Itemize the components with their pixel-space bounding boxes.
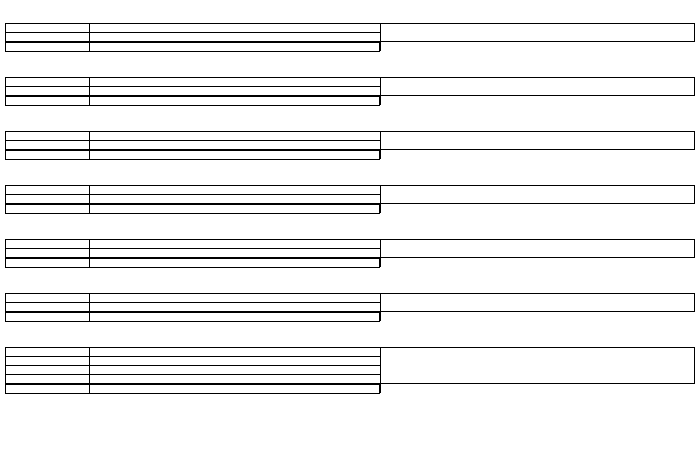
header-row xyxy=(5,284,695,293)
hist-year-header xyxy=(199,284,261,293)
row-divider xyxy=(5,194,380,195)
hist-year-header xyxy=(199,176,261,185)
column-divider xyxy=(89,77,90,105)
forecast-year-header xyxy=(437,230,487,239)
hist-year-header xyxy=(145,338,197,347)
forecast-year-header xyxy=(655,68,695,77)
median-block-border xyxy=(5,312,380,322)
column-divider xyxy=(380,293,381,321)
header-row xyxy=(5,338,695,347)
forecast-year-header xyxy=(488,68,546,77)
section-4 xyxy=(5,220,695,274)
hist-year-header xyxy=(199,122,261,131)
hist-year-header xyxy=(199,230,261,239)
forecast-year-header xyxy=(382,230,434,239)
hist-year-header xyxy=(322,68,380,77)
row-divider xyxy=(5,374,380,375)
column-divider xyxy=(89,293,90,321)
forecast-year-header xyxy=(606,122,652,131)
forecast-year-header xyxy=(437,122,487,131)
column-divider xyxy=(380,77,381,105)
forecast-year-header xyxy=(550,68,602,77)
forecast-year-header xyxy=(488,230,546,239)
forecast-year-header xyxy=(655,176,695,185)
forecast-year-header xyxy=(550,14,602,23)
column-divider xyxy=(89,23,90,51)
column-divider xyxy=(89,185,90,213)
hist-year-header xyxy=(145,122,197,131)
hist-year-header xyxy=(89,230,141,239)
forecast-year-header xyxy=(382,14,434,23)
forecast-year-header xyxy=(488,176,546,185)
forecast-year-header xyxy=(606,14,652,23)
forecast-year-header xyxy=(488,122,546,131)
forecast-year-header xyxy=(382,284,434,293)
hist-year-header xyxy=(322,122,380,131)
hist-year-header xyxy=(145,176,197,185)
forecast-year-header xyxy=(437,176,487,185)
header-row xyxy=(5,176,695,185)
hist-year-header xyxy=(145,14,197,23)
hist-year-header xyxy=(263,230,319,239)
forecast-year-header xyxy=(550,338,602,347)
forecast-year-header xyxy=(655,284,695,293)
column-divider xyxy=(380,239,381,267)
header-row xyxy=(5,14,695,23)
forecast-year-header xyxy=(382,176,434,185)
hist-year-header xyxy=(263,68,319,77)
column-divider xyxy=(380,185,381,213)
forecast-year-header xyxy=(488,14,546,23)
hist-year-header xyxy=(199,68,261,77)
hist-year-header xyxy=(145,230,197,239)
header-row xyxy=(5,68,695,77)
section-0 xyxy=(5,4,695,58)
section-2 xyxy=(5,112,695,166)
hist-year-header xyxy=(322,338,380,347)
forecast-year-header xyxy=(437,14,487,23)
forecast-year-header xyxy=(382,122,434,131)
forecast-year-header xyxy=(655,230,695,239)
hist-year-header xyxy=(263,14,319,23)
row-divider xyxy=(5,86,380,87)
row-divider xyxy=(5,140,380,141)
hist-year-header xyxy=(89,122,141,131)
median-block-border xyxy=(5,150,380,160)
forecast-year-header xyxy=(488,284,546,293)
hist-year-header xyxy=(322,176,380,185)
hist-year-header xyxy=(263,176,319,185)
hist-year-header xyxy=(263,284,319,293)
forecast-year-header xyxy=(606,338,652,347)
row-divider xyxy=(5,248,380,249)
forecast-year-header xyxy=(655,338,695,347)
row-divider xyxy=(5,356,380,357)
hist-year-header xyxy=(263,122,319,131)
forecast-year-header xyxy=(382,68,434,77)
column-divider xyxy=(89,239,90,267)
hist-year-header xyxy=(263,338,319,347)
hist-year-header xyxy=(89,14,141,23)
hist-year-header xyxy=(322,230,380,239)
row-divider xyxy=(5,365,380,366)
forecast-year-header xyxy=(550,122,602,131)
section-6 xyxy=(5,328,695,408)
forecast-year-header xyxy=(437,68,487,77)
forecast-year-header xyxy=(437,338,487,347)
median-block-border xyxy=(5,96,380,106)
column-divider xyxy=(380,131,381,159)
median-block-border xyxy=(5,258,380,268)
median-block-border xyxy=(5,384,380,394)
section-1 xyxy=(5,58,695,112)
forecast-year-header xyxy=(437,284,487,293)
section-5 xyxy=(5,274,695,328)
row-divider xyxy=(5,32,380,33)
forecast-year-header xyxy=(655,14,695,23)
header-row xyxy=(5,122,695,131)
row-divider xyxy=(5,302,380,303)
spreadsheet-sheet xyxy=(5,4,695,408)
hist-year-header xyxy=(322,284,380,293)
column-divider xyxy=(89,131,90,159)
forecast-year-header xyxy=(655,122,695,131)
column-divider xyxy=(380,23,381,51)
forecast-year-header xyxy=(550,284,602,293)
median-block-border xyxy=(5,204,380,214)
hist-year-header xyxy=(89,284,141,293)
forecast-year-header xyxy=(606,68,652,77)
forecast-year-header xyxy=(606,284,652,293)
section-3 xyxy=(5,166,695,220)
forecast-year-header xyxy=(382,338,434,347)
hist-year-header xyxy=(89,176,141,185)
median-block-border xyxy=(5,42,380,52)
hist-year-header xyxy=(145,284,197,293)
hist-year-header xyxy=(199,338,261,347)
forecast-year-header xyxy=(550,176,602,185)
hist-year-header xyxy=(199,14,261,23)
header-row xyxy=(5,230,695,239)
forecast-year-header xyxy=(606,230,652,239)
column-divider xyxy=(380,347,381,393)
hist-year-header xyxy=(145,68,197,77)
hist-year-header xyxy=(89,338,141,347)
forecast-year-header xyxy=(606,176,652,185)
hist-year-header xyxy=(89,68,141,77)
forecast-year-header xyxy=(550,230,602,239)
column-divider xyxy=(89,347,90,393)
hist-year-header xyxy=(322,14,380,23)
forecast-year-header xyxy=(488,338,546,347)
